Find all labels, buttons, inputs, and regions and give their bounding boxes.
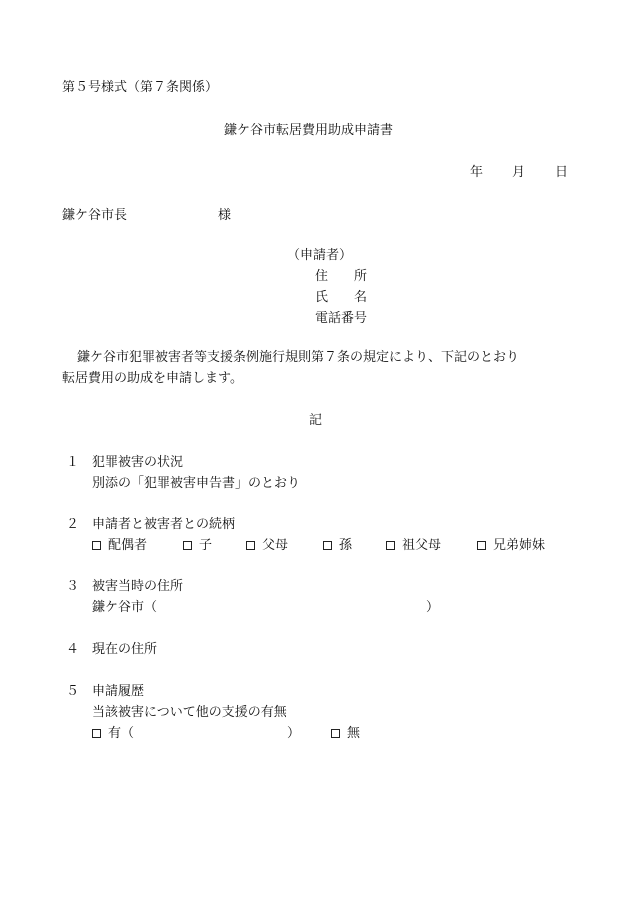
checkbox-grandparent[interactable] — [386, 541, 395, 550]
option-no[interactable] — [331, 726, 360, 742]
checkbox-yes[interactable] — [92, 729, 101, 738]
option-grandchild-label: 孫 — [339, 538, 353, 553]
item4-title: 現在の住所 — [92, 642, 158, 657]
option-yes[interactable] — [92, 726, 134, 742]
checkbox-grandchild[interactable] — [323, 541, 332, 550]
date-day-label: 日 — [555, 165, 569, 180]
item4-number: ４ — [66, 642, 80, 657]
option-spouse[interactable] — [92, 538, 147, 554]
option-grandchild[interactable] — [323, 538, 352, 554]
checkbox-sibling[interactable] — [477, 541, 486, 550]
document-title: 鎌ケ谷市転居費用助成申請書 — [224, 123, 394, 138]
option-parent[interactable] — [246, 538, 288, 554]
body-text-line1: 鎌ケ谷市犯罪被害者等支援条例施行規則第７条の規定により、下記のとおり — [77, 350, 520, 365]
item5-title: 申請履歴 — [92, 684, 145, 699]
ki-heading: 記 — [309, 413, 323, 428]
body-text-line2: 転居費用の助成を申請します。 — [62, 371, 243, 386]
item1-number: １ — [66, 455, 80, 470]
item2-title: 申請者と被害者との続柄 — [92, 517, 236, 532]
item3-title: 被害当時の住所 — [92, 579, 184, 594]
option-grandparent-label: 祖父母 — [402, 538, 442, 553]
option-sibling[interactable] — [477, 538, 545, 554]
option-sibling-label: 兄弟姉妹 — [493, 538, 546, 553]
option-child[interactable] — [183, 538, 212, 554]
item5-number: ５ — [66, 684, 80, 699]
applicant-name-label: 氏 名 — [315, 290, 368, 305]
item3-address-suffix: ） — [426, 600, 440, 615]
item3-address-prefix: 鎌ケ谷市（ — [92, 600, 158, 615]
checkbox-child[interactable] — [183, 541, 192, 550]
option-yes-close: ） — [287, 726, 301, 741]
option-child-label: 子 — [199, 538, 213, 553]
item5-question: 当該被害について他の支援の有無 — [92, 705, 287, 720]
checkbox-parent[interactable] — [246, 541, 255, 550]
addressee-honorific: 様 — [218, 208, 232, 223]
date-month-label: 月 — [512, 165, 526, 180]
item2-number: ２ — [66, 517, 80, 532]
option-spouse-label: 配偶者 — [108, 538, 148, 553]
addressee-name: 鎌ケ谷市長 — [62, 208, 128, 223]
checkbox-no[interactable] — [331, 729, 340, 738]
item1-title: 犯罪被害の状況 — [92, 455, 184, 470]
item1-detail: 別添の「犯罪被害申告書」のとおり — [92, 476, 301, 491]
item3-address-field[interactable] — [170, 596, 422, 616]
checkbox-spouse[interactable] — [92, 541, 101, 550]
option-no-label: 無 — [347, 726, 361, 741]
option-grandparent[interactable] — [386, 538, 441, 554]
option-yes-label: 有（ — [108, 726, 135, 741]
applicant-address-label: 住 所 — [315, 269, 368, 284]
applicant-heading: （申請者） — [287, 248, 353, 263]
date-year-label: 年 — [470, 165, 484, 180]
option-parent-label: 父母 — [262, 538, 289, 553]
applicant-phone-label: 電話番号 — [315, 311, 368, 326]
item5-other-support-field[interactable] — [150, 722, 282, 742]
form-number: 第５号様式（第７条関係） — [62, 80, 219, 95]
item3-number: ３ — [66, 579, 80, 594]
